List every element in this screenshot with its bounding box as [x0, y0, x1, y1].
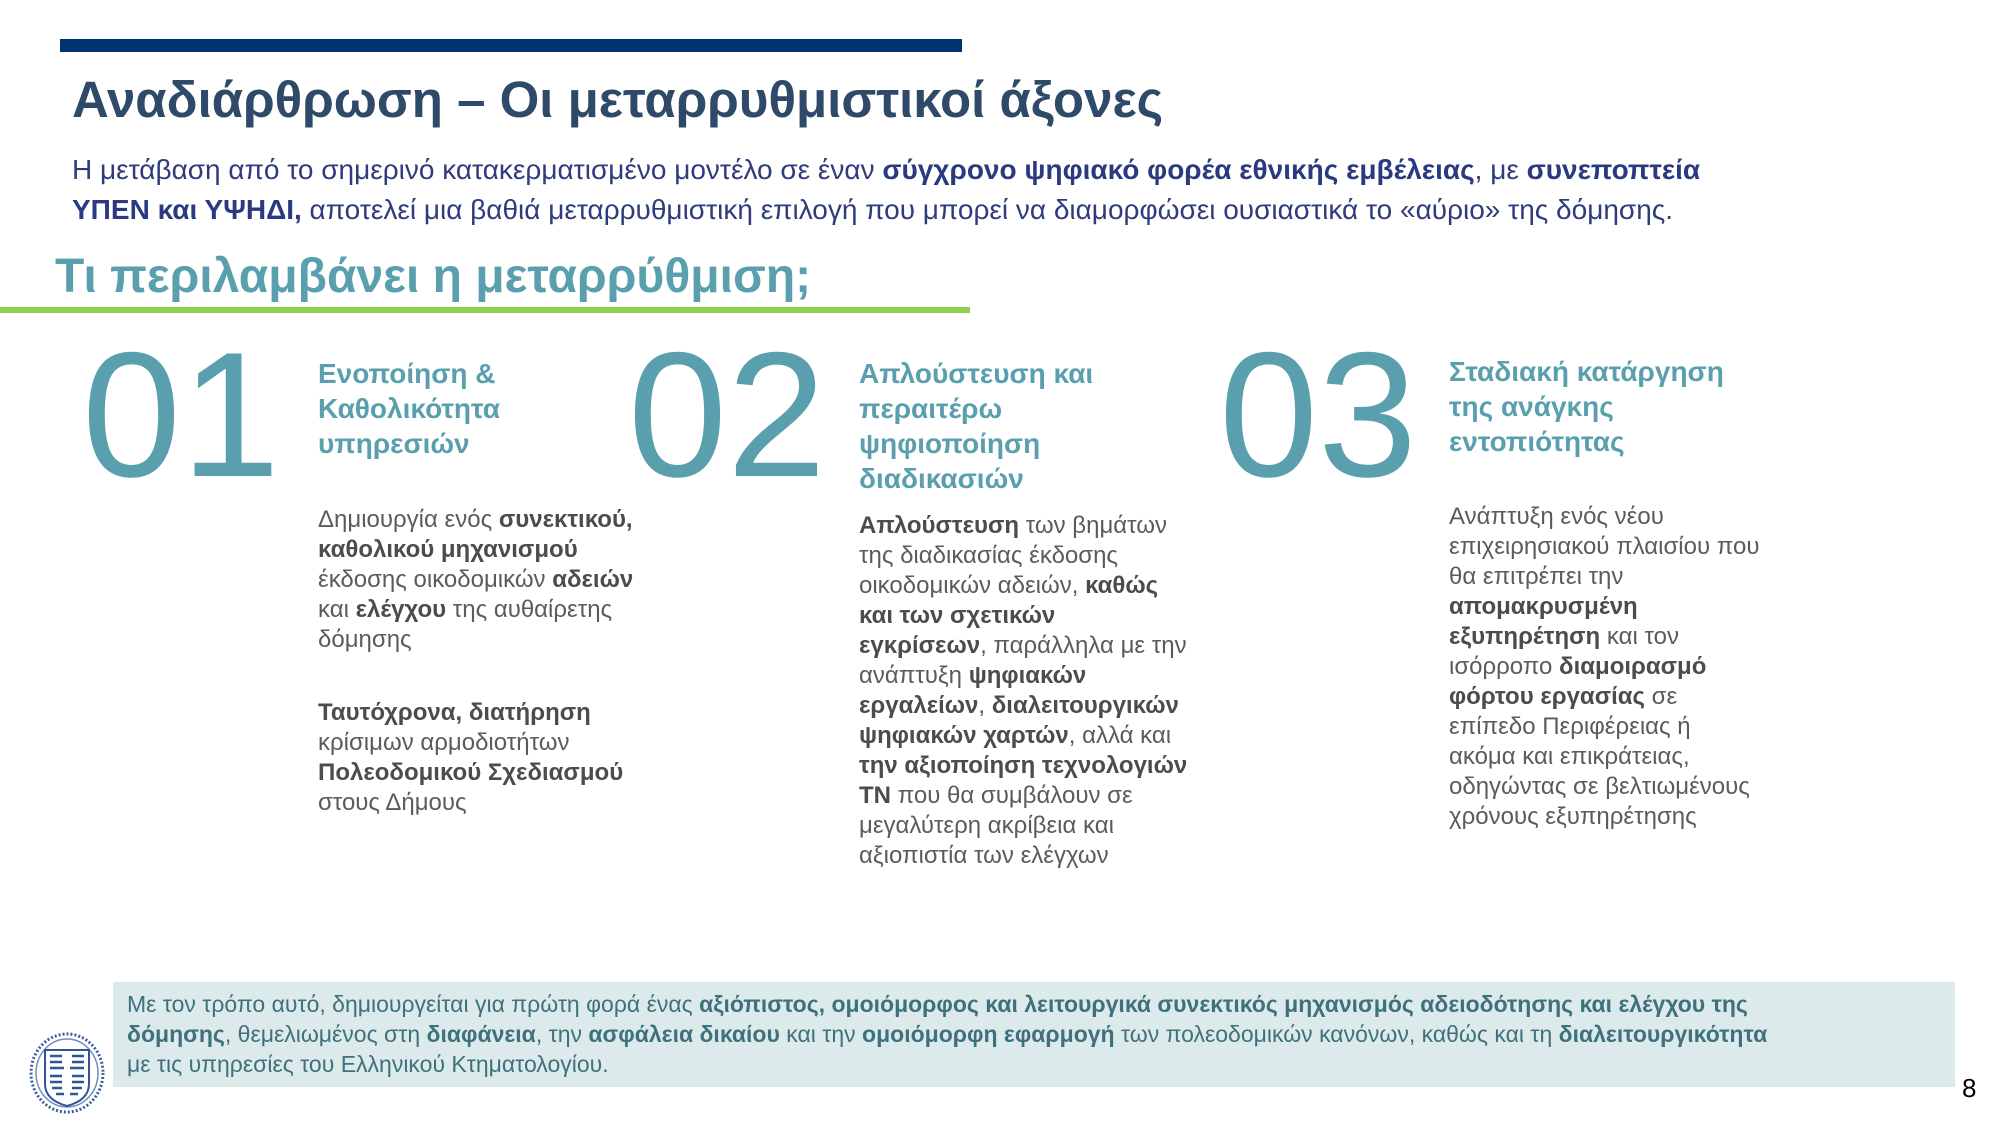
emphasis-text: καθολικού μηχανισμού — [318, 536, 578, 563]
page-number: 8 — [1962, 1073, 1977, 1103]
text-line — [1449, 742, 1759, 772]
text-line — [318, 535, 633, 565]
text-line — [318, 625, 633, 655]
heading-line: Ενοποίηση & — [318, 358, 496, 389]
text-segment: Η μετάβαση από το σημερινό κατακερματισμένο μοντέλο σε έναν — [72, 154, 883, 185]
text-segment: ανάπτυξη — [859, 662, 969, 689]
text-segment: των πολεοδομικών κανόνων, καθώς και τη — [1114, 1021, 1559, 1047]
text-line — [318, 595, 633, 625]
emphasis-text: διαμοιρασμό — [1559, 653, 1707, 680]
text-segment: και — [318, 596, 356, 623]
emphasis-text: αδειών — [552, 566, 634, 593]
emphasis-text: διαφάνεια — [426, 1021, 536, 1047]
emphasis-text: δόμησης — [127, 1021, 225, 1047]
text-line — [1449, 682, 1759, 712]
text-segment: Δημιουργία ενός — [318, 506, 499, 533]
heading-line: Απλούστευση και — [859, 358, 1094, 389]
heading-line: ψηφιοποίηση — [859, 428, 1041, 459]
text-segment: , την — [535, 1021, 589, 1047]
text-line — [1449, 502, 1759, 532]
text-segment: , — [978, 692, 992, 719]
text-line — [1449, 712, 1759, 742]
text-line — [859, 721, 1187, 751]
text-segment: ισόρροπο — [1449, 653, 1560, 680]
text-line — [1449, 592, 1759, 622]
heading-line: Σταδιακή κατάργηση — [1449, 356, 1724, 387]
text-segment: επίπεδο Περιφέρειας ή — [1449, 713, 1691, 740]
emphasis-text: απομακρυσμένη — [1449, 593, 1638, 620]
emphasis-text: φόρτου εργασίας — [1449, 683, 1646, 710]
text-segment: Με τον τρόπο αυτό, δημιουργείται για πρώτη φορά ένας — [127, 991, 700, 1017]
text-segment: , με — [1474, 154, 1527, 185]
emphasis-text: ελέγχου — [355, 596, 447, 623]
text-segment: , αλλά και — [1068, 722, 1172, 749]
text-segment: μεγαλύτερη ακρίβεια και — [859, 812, 1114, 839]
heading-line: της ανάγκης — [1449, 391, 1614, 422]
text-line — [1449, 772, 1759, 802]
column-number-02: 02 — [628, 315, 826, 514]
emphasis-text: Ταυτόχρονα, διατήρηση — [318, 699, 591, 726]
text-segment: , παράλληλα με την — [980, 632, 1187, 659]
emphasis-text: ψηφιακών χαρτών — [859, 722, 1069, 749]
text-line — [127, 1019, 1767, 1049]
text-segment: με τις υπηρεσίες του Ελληνικού Κτηματολογίου. — [127, 1051, 609, 1077]
emphasis-text: ασφάλεια δικαίου — [588, 1021, 780, 1047]
emphasis-text: εγκρίσεων — [859, 632, 981, 659]
heading-line: εντοπιότητας — [1449, 426, 1625, 457]
emphasis-text: εργαλείων — [859, 692, 979, 719]
text-line — [859, 511, 1187, 541]
text-line — [1449, 652, 1759, 682]
intro-text — [72, 150, 1700, 230]
text-line — [859, 571, 1187, 601]
text-line — [859, 781, 1187, 811]
emphasis-text: ΥΠΕΝ και ΥΨΗΔΙ, — [72, 194, 302, 225]
text-segment: κρίσιμων αρμοδιοτήτων — [318, 729, 570, 756]
column-paragraph — [859, 511, 1187, 871]
heading-line: υπηρεσιών — [318, 428, 470, 459]
text-segment: αποτελεί μια βαθιά μεταρρυθμιστική επιλογή που μπορεί να διαμορφώσει ουσιαστικά το «αύριο» της δόμησης. — [301, 194, 1674, 225]
text-line — [318, 505, 633, 535]
text-segment: δόμησης — [318, 626, 412, 653]
text-segment: που θα συμβάλουν σε — [891, 782, 1133, 809]
text-segment: οδηγώντας σε βελτιωμένους — [1449, 773, 1750, 800]
text-segment: αξιοπιστία των ελέγχων — [859, 842, 1109, 869]
title-accent-bar — [60, 39, 962, 52]
slide-title: Αναδιάρθρωση – Οι μεταρρυθμιστικοί άξονες — [72, 71, 1164, 128]
heading-line: διαδικασιών — [859, 463, 1024, 494]
emphasis-text: και των σχετικών — [859, 602, 1056, 629]
emphasis-text: αξιόπιστος, ομοιόμορφος και λειτουργικά συνεκτικός μηχανισμός αδειοδότησης και ελέγχου της — [699, 991, 1748, 1017]
emphasis-text: συνεκτικού, — [498, 506, 633, 533]
text-line — [1449, 532, 1759, 562]
text-line — [859, 661, 1187, 691]
text-line — [318, 758, 623, 788]
text-segment: της διαδικασίας έκδοσης — [859, 542, 1118, 569]
text-line — [859, 841, 1187, 871]
section-underline — [0, 307, 970, 313]
column-number-01: 01 — [82, 315, 280, 514]
emphasis-text: Απλούστευση — [859, 512, 1020, 539]
emphasis-text: ΤΝ — [859, 782, 891, 809]
text-line — [859, 541, 1187, 571]
heading-line: Καθολικότητα — [318, 393, 500, 424]
text-segment: και τον — [1600, 623, 1679, 650]
text-line — [318, 565, 633, 595]
emphasis-text: συνεποπτεία — [1526, 154, 1701, 185]
column-heading-01 — [318, 356, 500, 461]
text-segment: χρόνους εξυπηρέτησης — [1449, 803, 1697, 830]
column-paragraph — [318, 698, 623, 818]
text-segment: έκδοσης οικοδομικών — [318, 566, 553, 593]
emphasis-text: ομοιόμορφη εφαρμογή — [862, 1021, 1115, 1047]
text-line — [1449, 622, 1759, 652]
heading-line: περαιτέρω — [859, 393, 1003, 424]
text-segment: της αυθαίρετης — [446, 596, 613, 623]
column-heading-02 — [859, 356, 1093, 496]
emphasis-text: την αξιοποίηση τεχνολογιών — [859, 752, 1188, 779]
text-line — [127, 989, 1767, 1019]
emphasis-text: σύγχρονο ψηφιακό φορέα εθνικής εμβέλειας — [882, 154, 1475, 185]
emphasis-text: διαλειτουργικότητα — [1558, 1021, 1768, 1047]
emphasis-text: εξυπηρέτηση — [1449, 623, 1601, 650]
text-segment: Ανάπτυξη ενός νέου — [1449, 503, 1664, 530]
section-heading: Τι περιλαμβάνει η μεταρρύθμιση; — [55, 250, 812, 303]
text-line — [318, 728, 623, 758]
text-segment: στους Δήμους — [318, 789, 467, 816]
column-paragraph — [318, 505, 633, 655]
emphasis-text: διαλειτουργικών — [991, 692, 1179, 719]
text-line — [72, 150, 1700, 190]
text-line — [127, 1049, 1767, 1079]
text-line — [859, 751, 1187, 781]
text-line — [1449, 802, 1759, 832]
emphasis-text: Πολεοδομικού Σχεδιασμού — [318, 759, 624, 786]
text-segment: , θεμελιωμένος στη — [224, 1021, 427, 1047]
text-segment: οικοδομικών αδειών, — [859, 572, 1086, 599]
text-segment: θα επιτρέπει την — [1449, 563, 1624, 590]
text-segment: ακόμα και επικράτειας, — [1449, 743, 1690, 770]
text-line — [859, 691, 1187, 721]
text-line — [859, 811, 1187, 841]
hellenic-emblem-logo — [28, 1032, 106, 1114]
text-line — [1449, 562, 1759, 592]
text-segment: επιχειρησιακού πλαισίου που — [1449, 533, 1760, 560]
text-line — [318, 788, 623, 818]
text-segment: και την — [779, 1021, 863, 1047]
emphasis-text: ψηφιακών — [968, 662, 1087, 689]
text-line — [318, 698, 623, 728]
text-segment: των βημάτων — [1019, 512, 1168, 539]
column-heading-03 — [1449, 354, 1724, 459]
column-paragraph — [1449, 502, 1759, 832]
column-number-03: 03 — [1219, 315, 1417, 514]
text-line — [859, 631, 1187, 661]
text-line — [859, 601, 1187, 631]
text-line — [72, 190, 1700, 230]
summary-text — [127, 989, 1767, 1079]
emphasis-text: καθώς — [1085, 572, 1159, 599]
text-segment: σε — [1645, 683, 1678, 710]
